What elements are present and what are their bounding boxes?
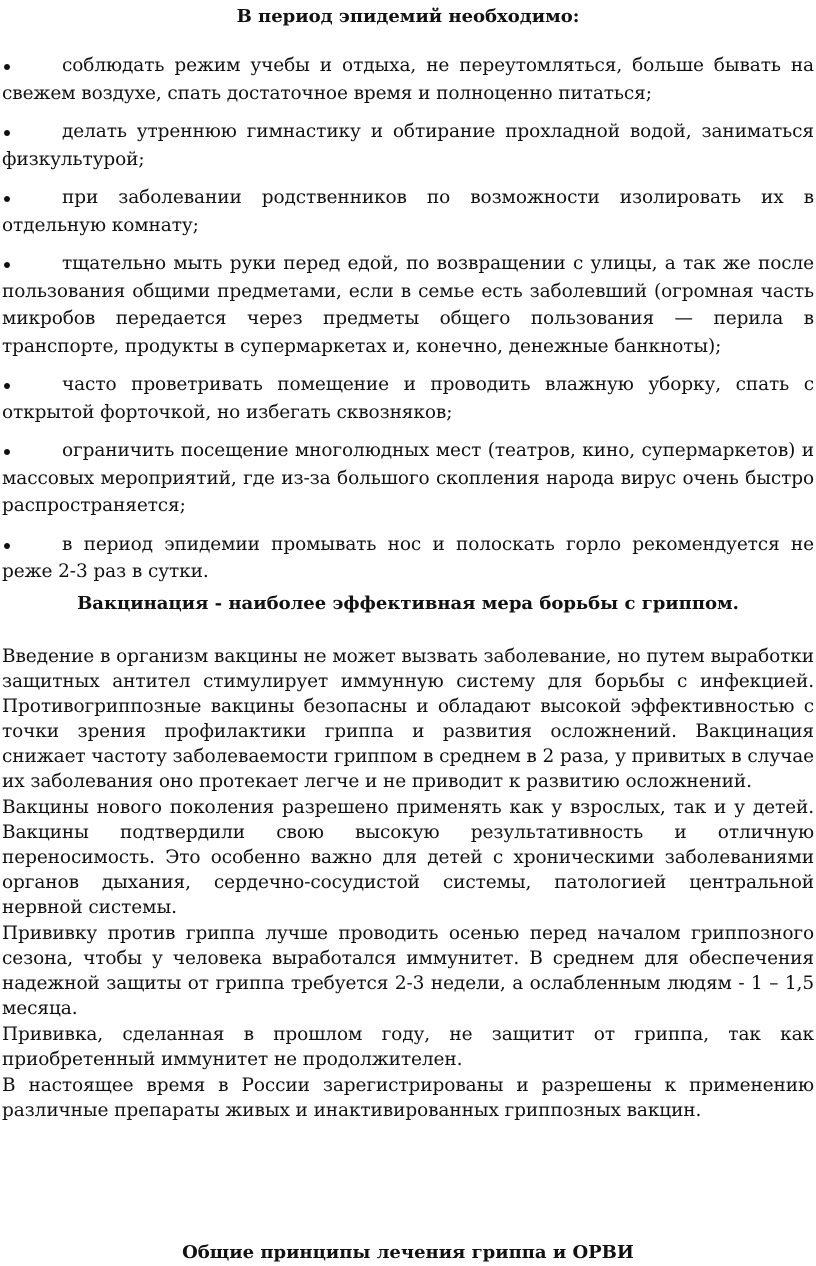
vaccination-paragraph: Введение в организм вакцины не может вызвать заболевание, но путем выработки защитных антител стимулирует иммунную систему для борьбы с инфекцией. Противогриппозные вакцины безопасны и обладают высокой эффективностью с точки зрения профилактики гриппа и развития осложнений. Вакцинация снижает частоту заболеваемости гриппом в среднем в 2 раза, у привитых в случае их заболевания оно протекает легче и не приводит к развитию осложнений. [2, 645, 814, 792]
list-item-text: часто проветривать помещение и проводить влажную уборку, спать с открытой форточкой, но избегать сквозняков; [2, 374, 814, 423]
list-item [2, 184, 814, 239]
bullet-icon [4, 383, 10, 389]
list-item-text: ограничить посещение многолюдных мест (театров, кино, супермаркетов) и массовых мероприятий, где из-за большого скопления народа вирус очень быстро распространяется; [2, 440, 814, 516]
list-item [2, 118, 814, 173]
vaccination-paragraph: Прививку против гриппа лучше проводить осенью перед началом гриппозного сезона, чтобы у человека выработался иммунитет. В среднем для обеспечения надежной защиты от гриппа требуется 2-3 недели, а ослабленным людям - 1 – 1,5 месяца. [2, 922, 814, 1019]
epidemic-measures-list [2, 52, 814, 586]
list-item-text: тщательно мыть руки перед едой, по возвращении с улицы, а так же после пользования общими предметами, если в семье есть заболевший (огромная часть микробов передается через предметы общего пользования — перила в транспорте, продукты в супермаркетах и, конечно, денежные банкноты); [2, 253, 814, 357]
bullet-icon [4, 64, 10, 70]
list-item [2, 371, 814, 426]
bullet-icon [4, 130, 10, 136]
bullet-icon [4, 543, 10, 549]
vaccination-heading: Вакцинация - наиболее эффективная мера борьбы с гриппом. [77, 592, 739, 614]
list-item-text: при заболевании родственников по возможности изолировать их в отдельную комнату; [2, 187, 814, 236]
vaccination-paragraph: В настоящее время в России зарегистрированы и разрешены к применению различные препараты живых и инактивированных гриппозных вакцин. [2, 1074, 814, 1121]
list-item [2, 437, 814, 520]
list-item [2, 531, 814, 586]
list-item [2, 52, 814, 107]
list-item-text: соблюдать режим учебы и отдыха, не переутомляться, больше бывать на свежем воздухе, спать достаточное время и полноценно питаться; [2, 55, 814, 104]
vaccination-paragraph: Прививка, сделанная в прошлом году, не защитит от гриппа, так как приобретенный иммунитет не продолжителен. [2, 1023, 814, 1070]
bullet-icon [4, 449, 10, 455]
treatment-heading: Общие принципы лечения гриппа и ОРВИ [182, 1242, 634, 1263]
list-item [2, 250, 814, 360]
bullet-icon [4, 262, 10, 268]
vaccination-paragraph: Вакцины нового поколения разрешено применять как у взрослых, так и у детей. Вакцины подтвердили свою высокую результативность и отличную переносимость. Это особенно важно для детей с хроническими заболеваниями органов дыхания, сердечно-сосудистой системы, патологией центральной нервной системы. [2, 796, 814, 918]
epidemic-heading: В период эпидемий необходимо: [236, 6, 580, 27]
list-item-text: в период эпидемии промывать нос и полоскать горло рекомендуется не реже 2-3 раз в сутки. [2, 533, 814, 582]
spacer [2, 631, 814, 644]
bullet-icon [4, 196, 10, 202]
list-item-text: делать утреннюю гимнастику и обтирание прохладной водой, заниматься физкультурой; [2, 121, 814, 170]
